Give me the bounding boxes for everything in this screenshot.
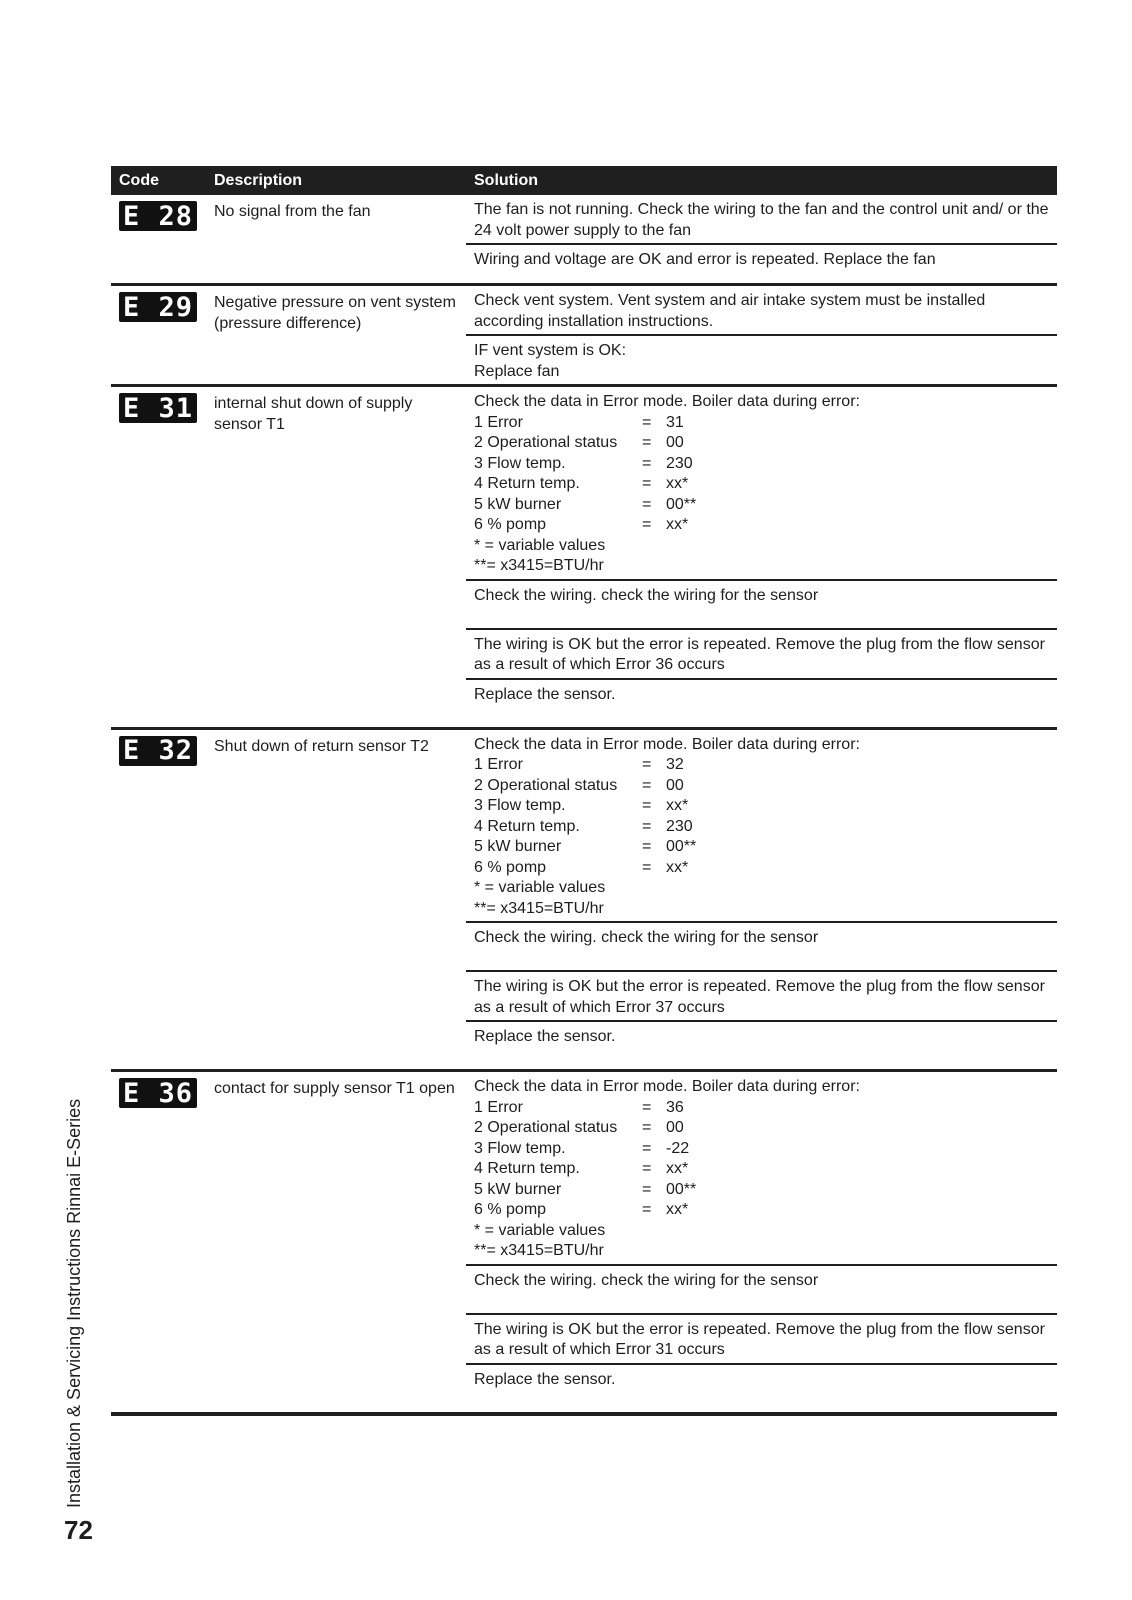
error-code-display (119, 393, 197, 423)
data-equals: = (642, 797, 652, 814)
solution-step: Check vent system. Vent system and air intake system must be installed according installation instructions. (466, 286, 1057, 336)
code-cell (111, 286, 206, 384)
data-label: 4 Return temp. (474, 1160, 580, 1177)
data-value: 00** (666, 1180, 697, 1198)
error-code-display (119, 292, 197, 322)
data-label: 6 % pomp (474, 858, 547, 876)
solution-step: The fan is not running. Check the wiring to the fan and the control unit and/ or the 24 volt power supply to the fan (466, 195, 1057, 245)
code-cell (111, 387, 206, 727)
data-label: 6 % pomp (474, 516, 547, 533)
code-letter: E (123, 392, 141, 424)
error-code-table (111, 166, 1057, 1416)
data-equals: = (642, 516, 652, 533)
data-value: 00** (666, 838, 697, 855)
code-cell (111, 195, 206, 283)
data-label: 6 % pomp (474, 1201, 547, 1218)
solution-cell (466, 730, 1057, 1070)
data-equals: = (642, 413, 652, 431)
data-note: * = variable values (474, 1221, 606, 1239)
data-line (474, 515, 1051, 536)
description-cell: internal shut down of supply sensor T1 (214, 395, 413, 433)
data-label: 4 Return temp. (474, 817, 580, 835)
data-label: 1 Error (474, 756, 523, 773)
data-equals: = (642, 1160, 652, 1177)
code-cell (111, 730, 206, 1070)
solution-step: Replace the sensor. (474, 1370, 616, 1388)
data-line (474, 433, 1051, 454)
description-cell: Negative pressure on vent system (pressure difference) (214, 294, 456, 332)
data-line (474, 454, 1051, 475)
data-value: 00 (666, 434, 684, 451)
boiler-data-block (466, 730, 1057, 924)
solution-step: The wiring is OK but the error is repeated. Remove the plug from the flow sensor as a result of which Error 37 occurs (466, 972, 1057, 1022)
error-code-display (119, 736, 197, 766)
data-line (474, 817, 1051, 838)
data-note: **= x3415=BTU/hr (474, 557, 604, 574)
error-code-display (119, 1078, 197, 1108)
data-note: **= x3415=BTU/hr (474, 1242, 604, 1259)
data-equals: = (642, 858, 652, 876)
data-line (474, 474, 1051, 495)
data-label: 3 Flow temp. (474, 1139, 566, 1157)
data-line (474, 796, 1051, 817)
data-intro: Check the data in Error mode. Boiler data during error: (474, 1078, 860, 1095)
data-line (474, 755, 1051, 776)
description-cell: No signal from the fan (214, 203, 371, 220)
data-label: 2 Operational status (474, 434, 618, 451)
solution-step: Replace the sensor. (474, 685, 616, 703)
data-value: xx* (666, 516, 689, 533)
data-equals: = (642, 1119, 652, 1136)
data-value: xx* (666, 1201, 689, 1218)
data-equals: = (642, 838, 652, 855)
data-value: 230 (666, 817, 693, 835)
table-header (111, 166, 1057, 195)
data-equals: = (642, 776, 652, 794)
data-equals: = (642, 475, 652, 492)
solution-cell (466, 387, 1057, 727)
header-solution: Solution (474, 172, 538, 189)
data-equals: = (642, 1139, 652, 1157)
code-number: 31 (158, 392, 193, 424)
solution-cell (466, 195, 1057, 283)
data-value: 00 (666, 776, 684, 794)
data-equals: = (642, 454, 652, 472)
solution-step: IF vent system is OK: Replace fan (474, 342, 627, 380)
data-label: 5 kW burner (474, 495, 562, 513)
data-note: **= x3415=BTU/hr (474, 899, 604, 917)
data-equals: = (642, 1180, 652, 1198)
description-cell: Shut down of return sensor T2 (214, 737, 429, 755)
data-value: 230 (666, 454, 693, 472)
data-value: xx* (666, 797, 689, 814)
data-line (474, 1098, 1051, 1119)
data-note: * = variable values (474, 879, 606, 896)
table-row (111, 195, 1057, 286)
solution-step: The wiring is OK but the error is repeated. Remove the plug from the flow sensor as a result of which Error 31 occurs (466, 1315, 1057, 1365)
solution-step: Check the wiring. check the wiring for the sensor (466, 581, 1057, 630)
data-equals: = (642, 1098, 652, 1116)
solution-cell (466, 1072, 1057, 1412)
data-line (474, 1118, 1051, 1139)
data-label: 2 Operational status (474, 776, 618, 794)
data-equals: = (642, 756, 652, 773)
code-number: 29 (158, 291, 193, 323)
table-row (111, 286, 1057, 387)
data-value: -22 (666, 1139, 690, 1157)
data-line (474, 1159, 1051, 1180)
code-letter: E (123, 291, 141, 323)
data-intro: Check the data in Error mode. Boiler data during error: (474, 735, 860, 753)
code-number: 28 (158, 200, 193, 232)
data-line (474, 1200, 1051, 1221)
boiler-data-block (466, 387, 1057, 581)
data-line (474, 495, 1051, 516)
data-line (474, 413, 1051, 434)
header-code: Code (119, 172, 159, 189)
code-number: 32 (158, 735, 193, 766)
data-note: * = variable values (474, 536, 606, 554)
data-line (474, 858, 1051, 879)
page-number: 72 (64, 1515, 93, 1545)
data-value: 36 (666, 1098, 684, 1116)
solution-step: Wiring and voltage are OK and error is repeated. Replace the fan (474, 251, 936, 268)
data-value: xx* (666, 1160, 689, 1177)
solution-step: Check the wiring. check the wiring for the sensor (466, 1266, 1057, 1315)
data-equals: = (642, 817, 652, 835)
solution-step: The wiring is OK but the error is repeated. Remove the plug from the flow sensor as a result of which Error 36 occurs (466, 630, 1057, 680)
code-letter: E (123, 735, 141, 766)
table-row (111, 387, 1057, 730)
data-value: 00 (666, 1119, 684, 1136)
data-value: 32 (666, 756, 684, 773)
solution-step: Check the wiring. check the wiring for the sensor (466, 923, 1057, 972)
data-intro: Check the data in Error mode. Boiler data during error: (474, 393, 860, 410)
data-line (474, 776, 1051, 797)
data-label: 5 kW burner (474, 838, 562, 855)
data-equals: = (642, 495, 652, 513)
code-cell (111, 1072, 206, 1412)
header-description: Description (214, 172, 303, 189)
data-line (474, 1180, 1051, 1201)
data-label: 3 Flow temp. (474, 454, 566, 472)
code-letter: E (123, 1077, 141, 1109)
data-label: 4 Return temp. (474, 475, 580, 492)
data-value: xx* (666, 475, 689, 492)
data-label: 1 Error (474, 1098, 523, 1116)
solution-step: Replace the sensor. (474, 1028, 616, 1045)
solution-cell (466, 286, 1057, 384)
data-label: 3 Flow temp. (474, 797, 566, 814)
data-value: 00** (666, 495, 697, 513)
data-label: 1 Error (474, 413, 523, 431)
code-number: 36 (158, 1077, 193, 1109)
data-equals: = (642, 1201, 652, 1218)
data-value: xx* (666, 858, 689, 876)
data-label: 2 Operational status (474, 1119, 618, 1136)
data-value: 31 (666, 413, 684, 431)
boiler-data-block (466, 1072, 1057, 1266)
data-equals: = (642, 434, 652, 451)
manual-title: Installation & Servicing Instructions Rinnai E-Series (64, 1098, 84, 1508)
table-row (111, 730, 1057, 1073)
data-label: 5 kW burner (474, 1180, 562, 1198)
description-cell: contact for supply sensor T1 open (214, 1080, 455, 1097)
table-row (111, 1072, 1057, 1416)
error-code-display (119, 201, 197, 231)
data-line (474, 837, 1051, 858)
code-letter: E (123, 200, 141, 232)
data-line (474, 1139, 1051, 1160)
